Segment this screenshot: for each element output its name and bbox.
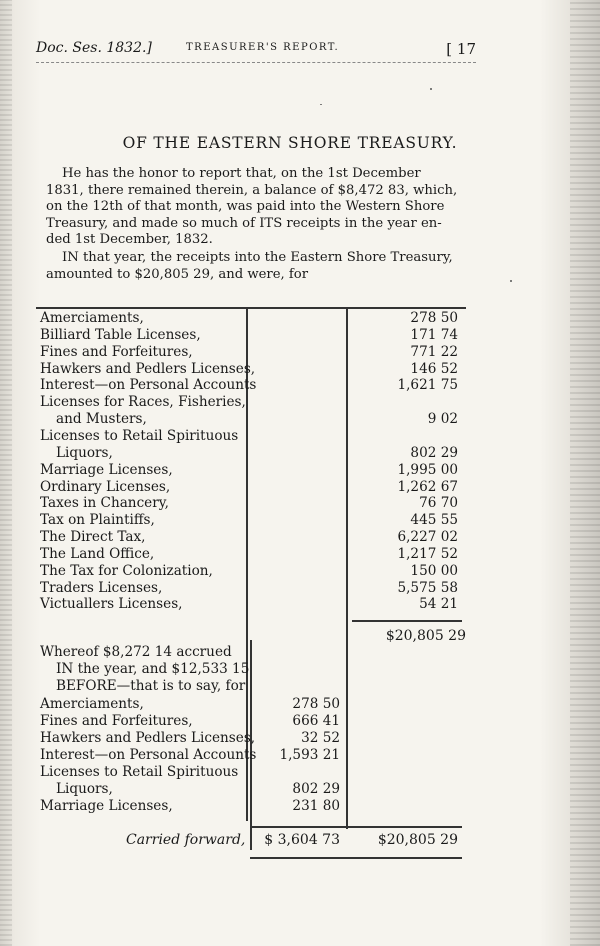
intro-line: on the 12th of that month, was paid into the Western Shore: [46, 199, 445, 215]
before-row: [36, 713, 466, 730]
receipt-label: Victuallers Licenses,: [40, 596, 183, 613]
document-reference: Doc. Ses. 1832.]: [36, 40, 152, 56]
before-row: [36, 764, 466, 781]
before-label: Interest—on Personal Accounts: [40, 747, 257, 763]
before-amount: 278 50: [292, 696, 340, 712]
receipt-row: [36, 529, 466, 546]
whereof-line: Whereof $8,272 14 accrued: [40, 644, 232, 660]
section-heading: OF THE EASTERN SHORE TREASURY.: [122, 134, 458, 152]
receipt-amount: 1,621 75: [397, 377, 458, 394]
before-row: [36, 696, 466, 713]
receipt-label: Hawkers and Pedlers Licenses,: [40, 360, 256, 377]
intro-line: Treasury, and made so much of ITS receipts in the year en-: [46, 215, 442, 231]
before-amount: 802 29: [292, 781, 340, 797]
receipt-amount: 6,227 02: [397, 529, 458, 546]
before-label: Marriage Licenses,: [40, 798, 173, 814]
intro-line: 1831, there remained therein, a balance of $8,472 83, which,: [46, 182, 458, 198]
total-rule: [352, 620, 462, 622]
receipt-row: [36, 310, 466, 327]
receipt-label: Interest—on Personal Accounts: [40, 377, 257, 394]
receipt-label: Traders Licenses,: [40, 579, 163, 596]
receipt-label: The Tax for Colonization,: [40, 562, 213, 579]
receipt-label: The Direct Tax,: [40, 529, 146, 546]
receipt-label: and Musters,: [56, 411, 147, 428]
before-label: Licenses to Retail Spirituous: [40, 764, 239, 780]
receipt-amount: 771 22: [410, 343, 458, 360]
receipt-row: [36, 377, 466, 394]
receipts-total: $20,805 29: [385, 628, 466, 644]
receipt-row: [36, 479, 466, 496]
table-top-rule: [36, 307, 466, 309]
receipt-row: [36, 361, 466, 378]
before-label: Hawkers and Pedlers Licenses,: [40, 730, 256, 746]
before-amount: 32 52: [301, 730, 340, 746]
carried-bottom-rule: [250, 857, 462, 859]
receipts-line: amounted to $20,805 29, and were, for: [46, 266, 309, 282]
receipt-amount: 150 00: [410, 562, 458, 579]
carried-forward-before-amount: $ 3,604 73: [264, 832, 340, 848]
whereof-line: BEFORE—that is to say, for: [56, 678, 246, 694]
receipt-amount: 76 70: [419, 495, 458, 512]
before-label: Amerciaments,: [40, 696, 144, 712]
before-row: [36, 798, 466, 815]
receipt-label: Amerciaments,: [40, 310, 144, 326]
receipt-label: Licenses to Retail Spirituous: [40, 427, 239, 444]
receipt-row: [36, 512, 466, 529]
running-title: TREASURER'S REPORT.: [186, 42, 340, 53]
receipt-amount: 5,575 58: [397, 579, 458, 596]
receipt-label: Liquors,: [56, 444, 113, 461]
intro-line: ded 1st December, 1832.: [46, 232, 213, 248]
receipt-label: Marriage Licenses,: [40, 461, 173, 478]
receipt-amount: 802 29: [410, 444, 458, 461]
before-label: Fines and Forfeitures,: [40, 713, 193, 729]
receipt-label: Ordinary Licenses,: [40, 478, 171, 495]
receipts-table: [36, 0, 466, 946]
receipt-row: [36, 411, 466, 428]
receipt-row: [36, 394, 466, 411]
receipt-row: [36, 546, 466, 563]
print-speck: [320, 104, 322, 105]
print-speck: [430, 88, 432, 90]
receipt-amount: 1,995 00: [397, 461, 458, 478]
before-row: [36, 747, 466, 764]
receipt-row: [36, 462, 466, 479]
receipt-label: Billiard Table Licenses,: [40, 326, 201, 343]
carried-forward-label: Carried forward,: [126, 832, 246, 848]
before-amount: 666 41: [292, 713, 340, 729]
receipt-row: [36, 495, 466, 512]
carried-forward-row: [36, 830, 466, 852]
before-row: [36, 781, 466, 798]
scan-edge-right: [570, 0, 600, 946]
receipt-row: [36, 428, 466, 445]
receipt-row: [36, 580, 466, 597]
receipt-label: Licenses for Races, Fisheries,: [40, 394, 246, 411]
receipt-row: [36, 344, 466, 361]
receipt-amount: 54 21: [419, 596, 458, 613]
receipt-label: Taxes in Chancery,: [40, 495, 169, 512]
receipt-amount: 1,262 67: [397, 478, 458, 495]
intro-line: He has the honor to report that, on the 1st December: [62, 166, 421, 181]
receipt-amount: 278 50: [410, 310, 458, 326]
receipt-amount: 171 74: [410, 326, 458, 343]
receipt-label: Tax on Plaintiffs,: [40, 512, 155, 529]
receipt-row: [36, 563, 466, 580]
receipt-amount: 1,217 52: [397, 545, 458, 562]
print-speck: [510, 280, 512, 282]
receipts-line: IN that year, the receipts into the Eastern Shore Treasury,: [62, 250, 453, 265]
page-number: [ 17: [446, 40, 476, 58]
receipt-row: [36, 596, 466, 613]
receipt-amount: 9 02: [427, 411, 458, 428]
receipt-row: [36, 327, 466, 344]
receipt-label: The Land Office,: [40, 545, 155, 562]
receipt-row: [36, 445, 466, 462]
carried-rule: [250, 826, 462, 828]
carried-forward-total-amount: $20,805 29: [377, 832, 458, 848]
before-row: [36, 730, 466, 747]
receipt-label: Fines and Forfeitures,: [40, 343, 193, 360]
before-amount: 1,593 21: [279, 747, 340, 763]
receipt-amount: 445 55: [410, 512, 458, 529]
before-amount: 231 80: [292, 798, 340, 814]
before-label: Liquors,: [56, 781, 113, 797]
receipt-amount: 146 52: [410, 360, 458, 377]
whereof-line: IN the year, and $12,533 15: [56, 661, 250, 677]
